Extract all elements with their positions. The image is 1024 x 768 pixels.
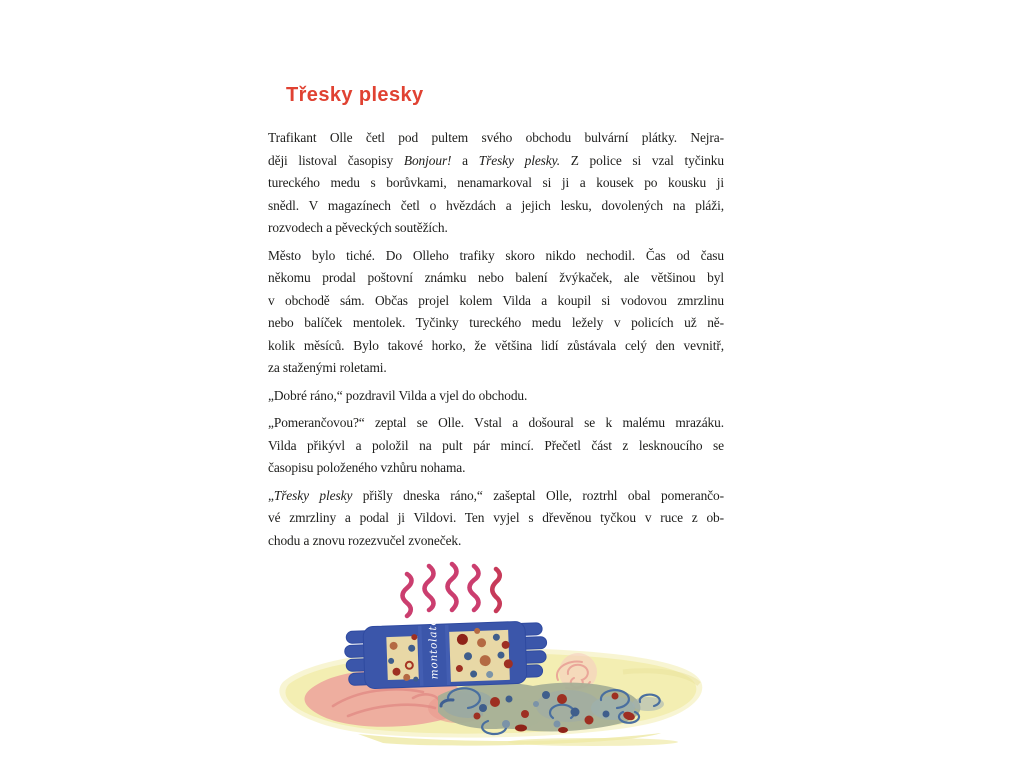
text-line: Trafikant Olle četl pod pultem svého obchodu bulvární plátky. Nejra- — [268, 130, 724, 145]
text-line: Vilda přikývl a položil na pult pár mincí. Přečetl část z lesknoucího se — [268, 437, 724, 453]
text-line: Město bylo tiché. Do Olleho trafiky skoro nikdo nechodil. Čas od času — [268, 247, 724, 263]
text-line: kolik měsíců. Bylo takové horko, že většina lidí zůstávala celý den vevnitř, — [268, 337, 724, 353]
paragraph — [268, 245, 724, 380]
text-line: tureckého medu s borůvkami, nenamarkoval si ji a kousek po kousku ji — [268, 175, 724, 190]
article — [268, 127, 724, 557]
text-line: snědl. V magazínech četl o hvězdách a jejich lesku, dovolených na pláži, — [268, 197, 724, 213]
nougat-window-right — [449, 627, 513, 682]
illustration-candy-bar — [263, 556, 708, 748]
paragraph — [268, 385, 724, 408]
heat-squiggle — [403, 574, 412, 616]
text-line: nebo balíček mentolek. Tyčinky tureckého medu ležely v policích už ně- — [268, 315, 724, 330]
heat-squiggle — [448, 564, 457, 610]
text-line: „Třesky plesky přišly dneska ráno,“ zašeptal Olle, roztrhl obal pomerančo- — [268, 487, 724, 503]
heat-squiggle — [492, 569, 500, 611]
heat-squiggle — [470, 566, 479, 610]
text-line: za staženými roletami. — [268, 360, 387, 375]
text-line: někomu prodal poštovní známku nebo balení žvýkaček, ale většinou byl — [268, 270, 724, 285]
chapter-title: Třesky plesky — [286, 84, 424, 106]
wrapper-label: montolato — [426, 618, 441, 680]
nougat-window-left — [386, 634, 419, 683]
paragraph — [268, 412, 724, 480]
paragraph — [268, 127, 724, 240]
text-line: rozvodech a pěveckých soutěžích. — [268, 220, 448, 235]
text-line: v obchodě sám. Občas projel kolem Vilda a koupil si vodovou zmrzlinu — [268, 292, 724, 308]
paragraph — [268, 485, 724, 553]
heat-waves — [403, 564, 500, 616]
text-line: ději listoval časopisy Bonjour! a Třesky plesky. Z police si vzal tyčinku — [268, 152, 724, 168]
text-line: „Dobré ráno,“ pozdravil Vilda a vjel do obchodu. — [268, 387, 528, 403]
candy-bar-wrapper — [344, 615, 548, 690]
text-line: „Pomerančovou?“ zeptal se Olle. Vstal a došoural se k malému mrazáku. — [268, 415, 724, 430]
heat-squiggle — [425, 566, 434, 610]
text-line: časopisu položeného vzhůru nohama. — [268, 460, 466, 475]
text-line: chodu a znovu rozezvučel zvoneček. — [268, 532, 462, 548]
text-line: vé zmrzliny a podal ji Vildovi. Ten vyjel s dřevěnou tyčkou v ruce z ob- — [268, 510, 724, 525]
